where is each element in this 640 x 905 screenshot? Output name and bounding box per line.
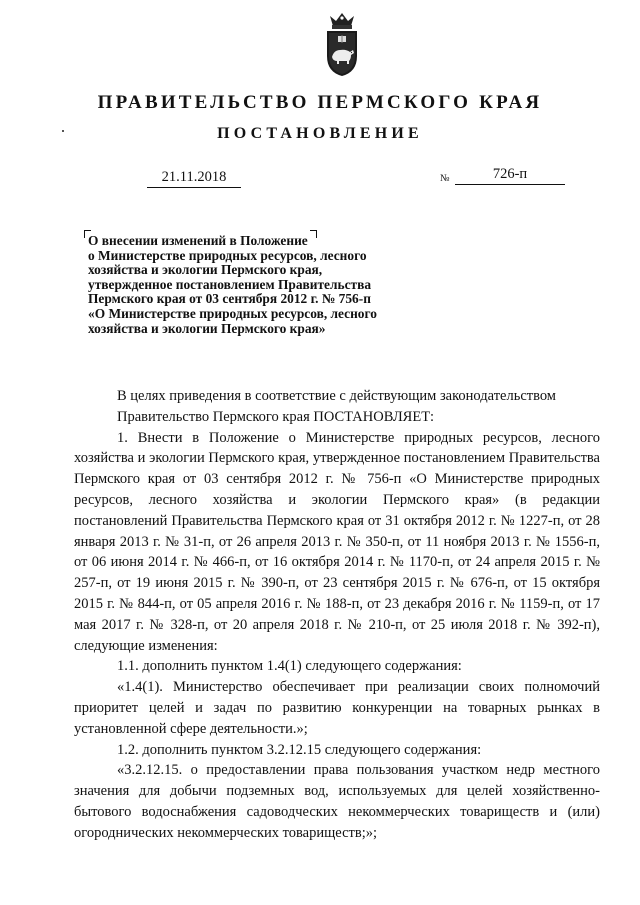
subject-line: о Министерстве природных ресурсов, лесного [88,247,367,263]
clause-1-1-text-paragraph: «1.4(1). Министерство обеспечивает при реализации своих полномочий приоритет целей и задач по развитию конкуренции на товарных рынках в установленной сфере деятельности.»; [74,679,600,737]
number-sign: № [440,173,450,184]
clause-1-2-text-paragraph: «3.2.12.15. о предоставлении права пользования участком недр местного значения для добычи подземных вод, используемых для целей хозяйственно-бытового водоснабжения садоводческих некоммерческих товариществ и (или) огороднических некоммерческих товариществ;»; [74,762,600,841]
clause-1-paragraph: 1. Внести в Положение о Министерстве природных ресурсов, лесного хозяйства и экологии Пермского края, утвержденное постановлением Правительства Пермского края от 03 сентября 2012 г. № 756-п «О Министерстве природных ресурсов, лесного хозяйства и экологии Пермского края» (в редакции постановлений Правительства Пермского края от 31 октября 2012 г. № 1227-п, от 28 января 2013 г. № 31-п, от 26 апреля 2013 г. № 350-п, от 11 ноября 2013 г. № 1556-п, от 06 июня 2014 г. № 466-п, от 16 октября 2014 г. № 1170-п, от 24 апреля 2015 г. № 257-п, от 19 июня 2015 г. № 390-п, от 23 сентября 2015 г. № 676-п, от 15 октября 2015 г. № 844-п, от 05 апреля 2016 г. № 188-п, от 23 декабря 2016 г. № 1159-п, от 17 мая 2017 г. № 328-п, от 20 апреля 2018 г. № 210-п, от 25 июля 2018 г. № 392-п), следующие изменения: [74,429,600,654]
subject-line: хозяйства и экологии Пермского края, [88,262,323,278]
clause-1-1-paragraph: 1.1. дополнить пунктом 1.4(1) следующего содержания: [117,658,462,675]
document-number: 726-п [455,166,565,185]
subject-line: «О Министерстве природных ресурсов, лесного [88,305,377,321]
document-body [74,386,600,844]
document-subject [88,234,468,336]
subject-line: утвержденное постановлением Правительства [88,276,372,292]
preamble-paragraph: В целях приведения в соответствие с действующим законодательством [117,388,556,404]
perm-krai-coat-of-arms-icon [324,12,360,78]
clause-1-2-paragraph: 1.2. дополнить пунктом 3.2.12.15 следующего содержания: [117,741,482,758]
subject-line: хозяйства и экологии Пермского края» [88,320,326,336]
subject-line: О внесении изменений в Положение [88,233,308,248]
resolution-paragraph: Правительство Пермского края ПОСТАНОВЛЯЕТ: [117,408,435,425]
government-title: ПРАВИТЕЛЬСТВО ПЕРМСКОГО КРАЯ [97,92,543,113]
document-type: ПОСТАНОВЛЕНИЕ [217,125,423,142]
document-date: 21.11.2018 [147,169,241,188]
subject-line: Пермского края от 03 сентября 2012 г. № 756-п [88,291,371,307]
